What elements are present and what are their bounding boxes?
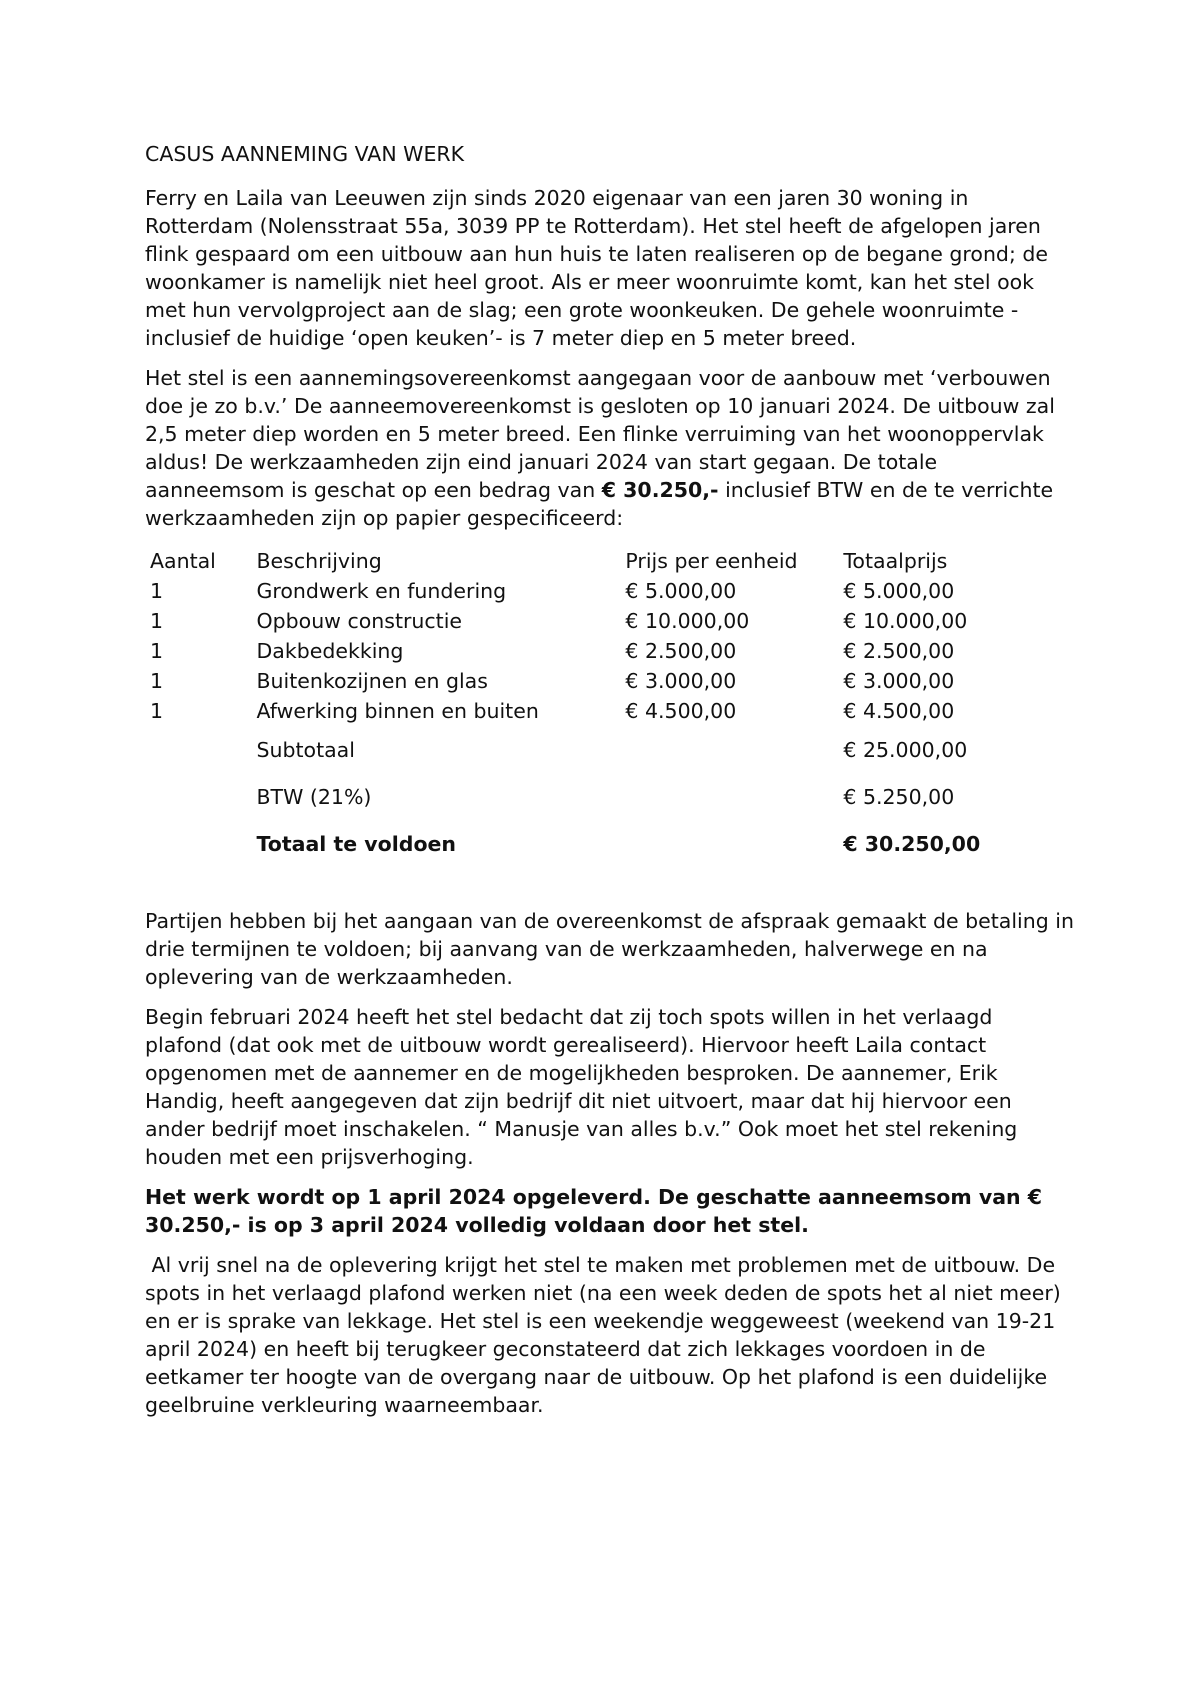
row-description: Opbouw constructie: [256, 609, 463, 633]
grand-total-label: Totaal te voldoen: [256, 831, 457, 856]
row-unit-price: € 4.500,00: [625, 699, 737, 723]
header-description: Beschrijving: [256, 549, 382, 573]
subtotal-value: € 25.000,00: [843, 737, 968, 762]
paragraph-contract: [145, 364, 1075, 532]
subtotal-row: [145, 726, 1025, 773]
subtotal-label: Subtotaal: [256, 737, 355, 762]
row-qty: 1: [150, 669, 164, 693]
row-total-price: € 2.500,00: [843, 639, 955, 663]
row-total-price: € 10.000,00: [843, 609, 968, 633]
vat-value: € 5.250,00: [843, 784, 955, 809]
row-qty: 1: [150, 609, 164, 633]
row-unit-price: € 3.000,00: [625, 669, 737, 693]
paragraph-contract-text-a: Het stel is een aannemingsovereenkomst aangegaan voor de aanbouw met ‘verbouwen doe je zo b.v.’ De aanneemovereenkomst is gesloten op 10 januari 2024. De uitbouw zal 2,5 meter diep worden en 5 meter breed. Een flinke verruiming van het woonoppervlak aldus! De werkzaamheden zijn eind januari 2024 van start gegaan. De totale aanneemsom is geschat op een bedrag van: [145, 366, 1055, 502]
paragraph-spots-request: Begin februari 2024 heeft het stel bedacht dat zij toch spots willen in het verlaagd plafond (dat ook met de uitbouw wordt gerealiseerd). Hiervoor heeft Laila contact opgenomen met de aannemer en de mogelijkheden besproken. De aannemer, Erik Handig, heeft aangegeven dat zijn bedrijf dit niet uitvoert, maar dat hij hiervoor een ander bedrijf moet inschakelen. “ Manusje van alles b.v.” Ook moet het stel rekening houden met een prijsverhoging.: [145, 1005, 1018, 1169]
table-row: [145, 576, 1025, 606]
row-qty: 1: [150, 579, 164, 603]
table-row: [145, 666, 1025, 696]
table-row: [145, 606, 1025, 636]
paragraph-delivery: Het werk wordt op 1 april 2024 opgeleverd. De geschatte aanneemsom van € 30.250,- is op 3 april 2024 volledig voldaan door het stel.: [145, 1185, 1043, 1237]
grand-total-row: [145, 820, 1025, 867]
header-qty: Aantal: [150, 549, 216, 573]
document-title: CASUS AANNEMING VAN WERK: [145, 142, 465, 166]
vat-row: [145, 773, 1025, 820]
specification-table: [145, 546, 1025, 867]
row-description: Buitenkozijnen en glas: [256, 669, 488, 693]
table-header-row: [145, 546, 1025, 576]
table-row: [145, 636, 1025, 666]
paragraph-introduction: Ferry en Laila van Leeuwen zijn sinds 2020 eigenaar van een jaren 30 woning in Rotterdam (Nolensstraat 55a, 3039 PP te Rotterdam). Het stel heeft de afgelopen jaren flink gespaard om een uitbouw aan hun huis te laten realiseren op de begane grond; de woonkamer is namelijk niet heel groot. Als er meer woonruimte komt, kan het stel ook met hun vervolgproject aan de slag; een grote woonkeuken. De gehele woonruimte -inclusief de huidige ‘open keuken’- is 7 meter diep en 5 meter breed.: [145, 186, 1048, 350]
header-unit-price: Prijs per eenheid: [625, 549, 798, 573]
row-unit-price: € 5.000,00: [625, 579, 737, 603]
contract-amount: € 30.250,-: [601, 478, 719, 502]
paragraph-problems: Al vrij snel na de oplevering krijgt het stel te maken met problemen met de uitbouw. De spots in het verlaagd plafond werken niet (na een week deden de spots het al niet meer) en er is sprake van lekkage. Het stel is een weekendje weggeweest (weekend van 19-21 april 2024) en heeft bij terugkeer geconstateerd dat zich lekkages voordoen in de eetkamer ter hoogte van de overgang naar de uitbouw. Op het plafond is een duidelijke geelbruine verkleuring waarneembaar.: [145, 1253, 1068, 1417]
row-qty: 1: [150, 699, 164, 723]
paragraph-contract-text-b: inclusief BTW en de te verrichte werkzaamheden zijn op papier gespecificeerd:: [145, 478, 1054, 530]
row-total-price: € 4.500,00: [843, 699, 955, 723]
document-page: [145, 140, 1075, 1431]
row-description: Grondwerk en fundering: [256, 579, 507, 603]
row-unit-price: € 2.500,00: [625, 639, 737, 663]
row-total-price: € 5.000,00: [843, 579, 955, 603]
row-qty: 1: [150, 639, 164, 663]
row-total-price: € 3.000,00: [843, 669, 955, 693]
table-row: [145, 696, 1025, 726]
paragraph-payment-terms: Partijen hebben bij het aangaan van de overeenkomst de afspraak gemaakt de betaling in drie termijnen te voldoen; bij aanvang van de werkzaamheden, halverwege en na oplevering van de werkzaamheden.: [145, 909, 1074, 989]
vat-label: BTW (21%): [256, 784, 372, 809]
header-total-price: Totaalprijs: [843, 549, 948, 573]
row-description: Afwerking binnen en buiten: [256, 699, 539, 723]
row-description: Dakbedekking: [256, 639, 404, 663]
grand-total-value: € 30.250,00: [843, 831, 981, 856]
row-unit-price: € 10.000,00: [625, 609, 750, 633]
